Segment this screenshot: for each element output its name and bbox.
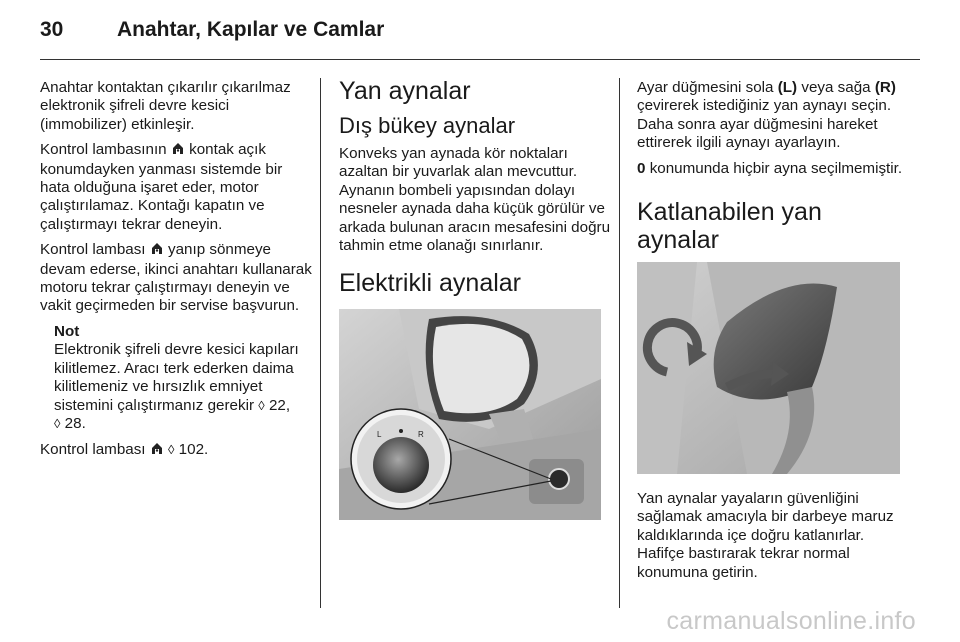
page-ref[interactable]: 22, xyxy=(268,396,291,414)
paragraph-selection xyxy=(637,79,905,153)
reference-arrow-icon: ◊ xyxy=(258,397,265,413)
mirror-switch-illustration xyxy=(339,309,601,520)
text: Kontrol lambası xyxy=(40,241,146,259)
page-ref[interactable]: 102. xyxy=(178,441,209,459)
text: konumunda hiçbir ayna seçilmemiştir. xyxy=(649,159,903,177)
subsection-title: Katlanabilen yan aynalar xyxy=(637,198,822,255)
folding-mirror-illustration xyxy=(637,262,900,474)
paragraph-lamp-ref xyxy=(40,441,312,460)
text: Kontrol lambasının xyxy=(40,141,167,159)
text: Ayar düğmesini sola xyxy=(637,79,774,96)
header-rule xyxy=(40,59,920,60)
paragraph-immobilizer: Anahtar kontaktan çıkarılır çıkarılmaz elektronik şifreli devre kesici (immobilizer) etkinleşir. xyxy=(40,79,291,133)
immobilizer-lamp-icon xyxy=(150,442,164,460)
paragraph-lamp-on xyxy=(40,141,312,234)
label-zero: 0 xyxy=(637,159,646,177)
immobilizer-lamp-icon xyxy=(171,142,185,160)
label-left: (L) xyxy=(777,79,798,96)
switch-label-right: R xyxy=(418,430,424,439)
column-2 xyxy=(339,77,611,305)
text: veya sağa xyxy=(801,79,871,96)
section-title: Yan aynalar xyxy=(339,77,471,105)
paragraph-zero xyxy=(637,160,905,178)
note-text xyxy=(54,341,312,433)
text: yanıp sönmeye devam ederse, ikinci anahtarı kullanarak motoru tekrar çalıştırmayı deneyin ve vakit geçirmeden bir servise başvurun. xyxy=(40,241,312,315)
subsection-title: Elektrikli aynalar xyxy=(339,269,522,298)
paragraph-folding: Yan aynalar yayaların güvenliğini sağlamak amacıyla bir darbeye maruz kaldıklarında içe doğru katlanırlar. Hafifçe bastırarak tekrar normal konumuna getirin. xyxy=(637,490,894,581)
note-heading: Not xyxy=(54,322,80,340)
switch-label-left: L xyxy=(377,430,382,439)
note-box xyxy=(40,323,312,433)
text: kontak açık konumdayken yanması sistemde bir hata olduğuna işaret eder, motor çalıştırılamaz. Kontağı kapatın ve çalıştırmayı tekrar deneyin. xyxy=(40,141,283,233)
text: Kontrol lambası xyxy=(40,441,146,459)
column-divider-2 xyxy=(619,78,620,608)
paragraph-convex: Konveks yan aynada kör noktaları azaltan bir yuvarlak alan mevcuttur. Aynanın bombeli yapısından dolayı nesneler aynada daha küçük görülür ve arkada bulunan aracın mesafesini doğru tahmin etme olanağı sınırlanır. xyxy=(339,145,611,255)
watermark: carmanualsonline.info xyxy=(666,607,916,635)
reference-arrow-icon: ◊ xyxy=(168,442,175,458)
column-divider-1 xyxy=(320,78,321,608)
label-right: (R) xyxy=(874,79,896,96)
page-ref[interactable]: 28. xyxy=(64,414,86,432)
page-title: Anahtar, Kapılar ve Camlar xyxy=(117,18,385,41)
column-1 xyxy=(40,79,312,468)
text: Elektronik şifreli devre kesici kapıları kilitlemez. Aracı terk ederken daima kilitlemeniz ve hırsızlık emniyet sistemini çalıştırmanız gerekir xyxy=(54,341,299,414)
column-3-bottom xyxy=(637,490,905,589)
column-3 xyxy=(637,79,905,262)
text: çevirerek istediğiniz yan aynayı seçin. Daha sonra ayar düğmesini hareket ettirerek ilgili aynayı ayarlayın. xyxy=(637,97,892,152)
reference-arrow-icon: ◊ xyxy=(54,415,61,431)
page-number: 30 xyxy=(40,18,64,41)
paragraph-lamp-blink xyxy=(40,241,312,316)
subsection-title: Dış bükey aynalar xyxy=(339,113,516,138)
immobilizer-lamp-icon xyxy=(150,242,164,260)
